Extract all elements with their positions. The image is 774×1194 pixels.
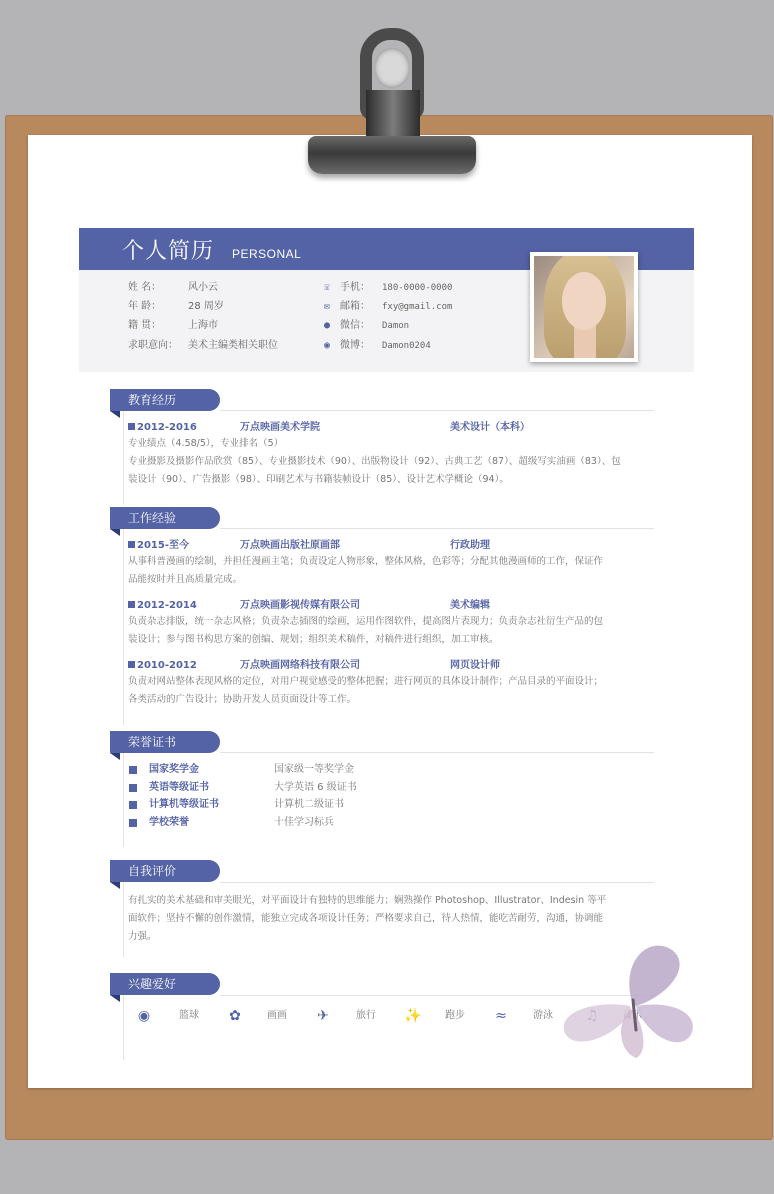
honor-row	[0, 781, 774, 795]
personal-label: 求职意向：	[128, 340, 178, 351]
section-self-eval-tab: 自我评价	[110, 860, 220, 882]
text-line: 专业绩点（4.58/5），专业排名（5）	[128, 438, 284, 449]
section-divider	[220, 882, 654, 883]
contact-label: 微信：	[340, 320, 370, 331]
education-period	[128, 421, 197, 435]
wechat-icon: ●	[323, 320, 331, 331]
bullet-square	[129, 784, 137, 792]
contact-label: 邮箱：	[340, 301, 370, 312]
bullet-square	[128, 541, 135, 548]
personal-label: 籍 贯：	[128, 320, 162, 331]
personal-name-row	[128, 281, 218, 295]
work-description	[128, 613, 654, 649]
work-company: 万点映画影视传媒有限公司	[240, 600, 360, 611]
work-company: 万点映画出版社原画部	[240, 540, 340, 551]
butterfly-decoration	[560, 940, 700, 1065]
text-line: 力强。	[128, 931, 157, 942]
text-line: 装设计（90）、广告摄影（98）、印刷艺术与书籍装帧设计（85）、设计艺术学概论（94）。	[128, 474, 509, 485]
bullet-square	[129, 766, 137, 774]
education-school: 万点映画美术学院	[240, 422, 320, 433]
airplane-icon: ✈	[317, 1008, 329, 1024]
text-line: 有扎实的美术基础和审美眼光，对平面设计有独特的思维能力；娴熟操作 Photoshop、Illustrator、Indesin 等平	[128, 895, 607, 906]
resume-title: 个人简历	[122, 239, 215, 264]
honor-value: 计算机二级证书	[274, 799, 344, 810]
section-honors-tab: 荣誉证书	[110, 731, 220, 753]
education-details	[128, 435, 654, 489]
contact-label: 微博：	[340, 340, 370, 351]
work-role: 美术编辑	[450, 600, 490, 611]
honor-name: 国家奖学金	[149, 764, 199, 775]
text-line: 负责对网站整体表现风格的定位，对用户视觉感受的整体把握；进行网页的具体设计制作；产品目录的平面设计；	[128, 676, 604, 687]
work-period-text: 2010-2012	[137, 660, 197, 671]
photo-face	[562, 272, 606, 330]
phone-icon: ☏	[323, 282, 331, 293]
butterfly-wing-lower	[636, 1004, 693, 1042]
butterfly-wing-upper	[629, 946, 679, 1006]
hobby-label: 篮球	[179, 1010, 199, 1021]
work-company: 万点映画网络科技有限公司	[240, 660, 360, 671]
honor-name: 计算机等级证书	[149, 799, 219, 810]
section-hobbies-tab: 兴趣爱好	[110, 973, 220, 995]
mail-icon: ✉	[323, 301, 331, 312]
resume-subtitle: PERSONAL	[232, 247, 302, 261]
running-icon: ✨	[404, 1008, 422, 1024]
personal-value: 上海市	[188, 320, 218, 331]
text-line: 面软件；坚持不懈的创作激情，能独立完成各项设计任务；严格要求自己，待人热情，能吃苦耐劳，沟通，协调能	[128, 913, 604, 924]
personal-value: 美术主编类相关职位	[188, 340, 278, 351]
binder-clip-body	[308, 136, 476, 174]
honor-name: 学校荣誉	[149, 817, 189, 828]
text-line: 负责杂志排版，统一杂志风格；负责杂志插图的绘画，运用作图软件，提高图片表现力；负责杂志社衍生产品的包	[128, 616, 604, 627]
palette-icon: ✿	[229, 1008, 241, 1024]
section-education-tab: 教育经历	[110, 389, 220, 411]
personal-origin-row	[128, 319, 218, 333]
education-period-text: 2012-2016	[137, 422, 197, 433]
text-line: 各类活动的广告设计；协助开发人员页面设计等工作。	[128, 694, 357, 705]
text-line: 从事科普漫画的绘制，并担任漫画主笔；负责设定人物形象，整体风格，色彩等；分配其他漫画师的工作，保证作	[128, 556, 604, 567]
contact-wechat[interactable]	[321, 319, 409, 333]
hobby-label: 游泳	[533, 1010, 553, 1021]
education-major: 美术设计（本科）	[450, 422, 530, 433]
hobby-label: 画画	[267, 1010, 287, 1021]
work-period-text: 2015-至今	[137, 540, 189, 551]
contact-value: fxy@gmail.com	[382, 302, 453, 312]
personal-objective-row	[128, 339, 278, 353]
honor-value: 国家级一等奖学金	[274, 764, 354, 775]
section-divider	[220, 528, 654, 529]
section-divider	[220, 410, 654, 411]
personal-value: 28 周岁	[188, 301, 224, 312]
work-period	[128, 599, 197, 613]
personal-value: 风小云	[188, 282, 218, 293]
hobby-label: 旅行	[356, 1010, 376, 1021]
self-evaluation-text	[128, 892, 654, 946]
text-line: 专业摄影及摄影作品欣赏（85）、专业摄影技术（90）、出版物设计（92）、古典工艺（87）、超级写实油画（83）、包	[128, 456, 621, 467]
binder-clip-neck	[366, 90, 420, 140]
binder-clip-highlight	[374, 48, 410, 88]
contact-value: Damon0204	[382, 341, 431, 351]
section-work-tab: 工作经验	[110, 507, 220, 529]
honor-row	[0, 798, 774, 812]
basketball-icon: ◉	[137, 1008, 151, 1024]
text-line: 装设计；参与图书构思方案的创编、规划；组织美术稿件，对稿件进行组织，加工审核。	[128, 634, 499, 645]
swimming-icon: ≈	[495, 1008, 507, 1024]
honor-row	[0, 816, 774, 830]
weibo-icon: ◉	[323, 340, 331, 351]
honor-row	[0, 763, 774, 777]
work-period	[128, 539, 189, 553]
contact-email[interactable]	[321, 300, 452, 314]
personal-label: 姓 名：	[128, 282, 162, 293]
bullet-square	[128, 423, 135, 430]
contact-label: 手机：	[340, 282, 370, 293]
personal-label: 年 龄：	[128, 301, 162, 312]
honor-value: 十佳学习标兵	[274, 817, 334, 828]
profile-photo-image	[534, 256, 634, 358]
contact-weibo[interactable]	[321, 339, 431, 353]
contact-value: Damon	[382, 321, 410, 331]
hobby-label: 跑步	[445, 1010, 465, 1021]
work-description	[128, 673, 654, 709]
work-description	[128, 553, 654, 589]
contact-value: 180-0000-0000	[382, 283, 453, 293]
section-divider	[220, 752, 654, 753]
bullet-square	[128, 601, 135, 608]
work-period	[128, 659, 197, 673]
work-role: 行政助理	[450, 540, 490, 551]
work-period-text: 2012-2014	[137, 600, 197, 611]
section-guide-line	[123, 995, 124, 1060]
bullet-square	[128, 661, 135, 668]
section-guide-line	[123, 882, 124, 957]
text-line: 品能按时并且高质量完成。	[128, 574, 243, 585]
bullet-square	[129, 801, 137, 809]
bullet-square	[129, 819, 137, 827]
work-role: 网页设计师	[450, 660, 500, 671]
profile-photo	[530, 252, 638, 362]
honor-value: 大学英语 6 级证书	[274, 782, 357, 793]
honor-name: 英语等级证书	[149, 782, 209, 793]
section-guide-line	[123, 410, 124, 505]
section-guide-line	[123, 529, 124, 725]
contact-phone[interactable]	[321, 281, 452, 295]
personal-age-row	[128, 300, 224, 314]
